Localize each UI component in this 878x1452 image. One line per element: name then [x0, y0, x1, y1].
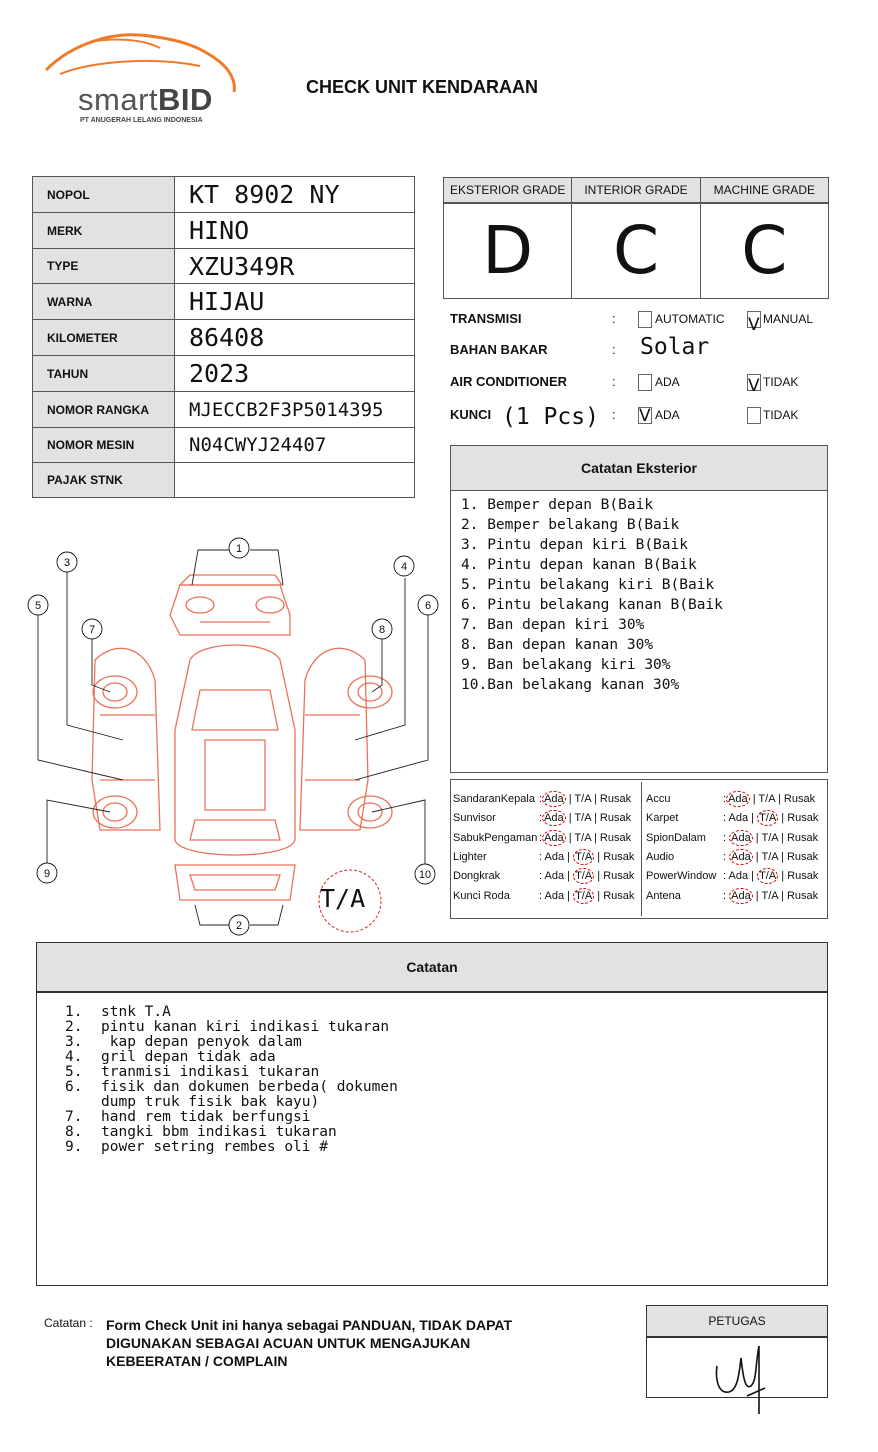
accessory-name: Karpet: [646, 812, 679, 825]
kunci-count: (1 Pcs): [502, 404, 599, 430]
accessory-option[interactable]: Ada: [731, 850, 751, 863]
accessory-option[interactable]: Ada: [728, 812, 749, 825]
bahan-bakar-label: BAHAN BAKAR: [450, 342, 548, 357]
catatan-panel: [36, 942, 828, 1286]
accessory-option[interactable]: Rusak: [599, 831, 632, 844]
accessory-row-right: [453, 867, 827, 886]
catatan-item: 2. pintu kanan kiri indikasi tukaran: [65, 1019, 390, 1035]
callout-8: 8: [378, 624, 386, 636]
check-mark: V: [639, 406, 651, 426]
option-kunci-ada: ADA: [655, 408, 680, 422]
info-value-pajak: [175, 463, 415, 498]
exterior-note-item: 8. Ban depan kanan 30%: [461, 637, 654, 653]
accessory-options: : Ada | T/A | Rusak: [539, 812, 632, 825]
accessory-option[interactable]: Ada: [731, 889, 751, 902]
accessory-name: SpionDalam: [646, 831, 706, 844]
info-value-mesin: N04CWYJ24407: [175, 428, 415, 463]
info-value-merk: HINO: [175, 213, 415, 249]
accessory-option[interactable]: T/A: [758, 793, 775, 805]
accessory-option[interactable]: T/A: [761, 850, 778, 863]
accessory-options: : Ada | T/A | Rusak: [723, 831, 819, 844]
accessory-options: : Ada | T/A | Rusak: [539, 889, 635, 902]
accessory-name: Dongkrak: [453, 870, 501, 883]
catatan-title: Catatan: [37, 943, 827, 993]
accessory-option[interactable]: T/A: [574, 831, 591, 844]
logo-company: PT ANUGERAH LELANG INDONESIA: [80, 117, 203, 124]
accessory-option[interactable]: Ada: [728, 870, 749, 883]
accessory-options: : Ada | T/A | Rusak: [723, 889, 819, 902]
accessory-name: Accu: [646, 793, 671, 805]
accessory-option[interactable]: Ada: [728, 793, 748, 805]
exterior-notes-panel: [450, 445, 828, 773]
accessory-name: PowerWindow: [646, 870, 717, 883]
accessory-option[interactable]: Rusak: [787, 870, 819, 883]
info-value-warna: HIJAU: [175, 284, 415, 320]
exterior-note-item: 5. Pintu belakang kiri B(Baik: [461, 577, 715, 593]
catatan-item: 7. hand rem tidak berfungsi: [65, 1109, 311, 1125]
exterior-notes-title: Catatan Eksterior: [451, 446, 827, 491]
grade-label: MACHINE GRADE: [701, 178, 828, 204]
ta-stamp: T/A: [320, 884, 366, 913]
colon: :: [612, 407, 616, 422]
accessory-option[interactable]: T/A: [759, 812, 777, 825]
callout-3: 3: [63, 557, 71, 569]
info-value-rangka: MJECCB2F3P5014395: [175, 392, 415, 428]
car-left-side: [92, 648, 160, 830]
exterior-note-item: 6. Pintu belakang kanan B(Baik: [461, 597, 723, 613]
check-mark: V: [748, 376, 760, 396]
accessory-option[interactable]: Rusak: [787, 812, 819, 825]
accessory-option[interactable]: Rusak: [603, 850, 635, 863]
info-label: TYPE: [33, 249, 175, 284]
accessory-option[interactable]: Rusak: [603, 870, 635, 883]
accessory-options: : Ada | T/A | Rusak: [723, 850, 819, 863]
accessory-option[interactable]: T/A: [761, 889, 778, 902]
accessory-option[interactable]: Rusak: [599, 812, 632, 825]
kunci-label: KUNCI: [450, 407, 492, 422]
accessory-row-right: [453, 829, 827, 848]
accessory-option[interactable]: Ada: [544, 850, 565, 863]
colon: :: [612, 311, 616, 326]
info-value-tahun: 2023: [175, 356, 415, 392]
callout-6: 6: [424, 600, 432, 612]
accessory-name: SabukPengaman: [453, 831, 538, 844]
callout-7: 7: [88, 624, 96, 636]
catatan-item: 8. tangki bbm indikasi tukaran: [65, 1124, 337, 1140]
checkbox-ac-ada[interactable]: [638, 374, 652, 391]
grades-panel: [443, 177, 829, 299]
info-label: NOPOL: [33, 177, 175, 213]
accessory-options: : Ada | T/A | Rusak: [539, 793, 632, 805]
info-label: PAJAK STNK: [33, 463, 175, 498]
info-value-kilometer: 86408: [175, 320, 415, 356]
checkbox-kunci-tidak[interactable]: [747, 407, 761, 424]
petugas-box: [646, 1305, 828, 1398]
callout-5: 5: [34, 600, 42, 612]
logo: [40, 26, 245, 130]
exterior-note-item: 7. Ban depan kiri 30%: [461, 617, 645, 633]
accessory-option[interactable]: T/A: [575, 850, 593, 863]
info-value-nopol: KT 8902 NY: [175, 177, 415, 213]
transmisi-label: TRANSMISI: [450, 311, 522, 326]
grade-machine: [701, 178, 828, 298]
bahan-bakar-value: Solar: [640, 334, 710, 360]
accessory-options: : Ada | T/A | Rusak: [539, 850, 635, 863]
accessory-options: : Ada | T/A | Rusak: [723, 812, 819, 825]
exterior-note-item: 9. Ban belakang kiri 30%: [461, 657, 671, 673]
grade-value: C: [612, 212, 660, 289]
option-manual: MANUAL: [763, 312, 814, 326]
accessories-panel: [450, 779, 828, 919]
footer-disclaimer: Form Check Unit ini hanya sebagai PANDUAN, TIDAK DAPAT DIGUNAKAN SEBAGAI ACUAN UNTUK MENGAJUKAN KEBEERATAN / COMPLAIN: [106, 1317, 513, 1369]
option-automatic: AUTOMATIC: [655, 312, 725, 326]
exterior-note-item: 3. Pintu depan kiri B(Baik: [461, 537, 688, 553]
info-value-type: XZU349R: [175, 249, 415, 284]
accessory-option[interactable]: T/A: [574, 812, 591, 825]
exterior-note-item: 2. Bemper belakang B(Baik: [461, 517, 680, 533]
accessory-options: : Ada | T/A | Rusak: [539, 870, 635, 883]
info-label: NOMOR RANGKA: [33, 392, 175, 428]
accessory-name: Audio: [646, 850, 675, 863]
accessory-option[interactable]: Rusak: [599, 793, 632, 805]
accessory-name: Lighter: [453, 850, 487, 863]
accessory-option[interactable]: Ada: [544, 870, 565, 883]
accessory-option[interactable]: T/A: [575, 870, 593, 883]
info-label: WARNA: [33, 284, 175, 320]
callout-10: 10: [418, 869, 432, 881]
accessory-option[interactable]: T/A: [761, 831, 778, 844]
grade-value: C: [741, 212, 788, 289]
accessory-name: Sunvisor: [453, 812, 496, 825]
option-ac-tidak: TIDAK: [763, 375, 799, 389]
accessory-option[interactable]: T/A: [574, 793, 591, 805]
accessory-option[interactable]: Ada: [544, 793, 564, 805]
info-label: TAHUN: [33, 356, 175, 392]
car-top-view: [175, 645, 295, 855]
callout-1: 1: [235, 543, 243, 555]
petugas-label: PETUGAS: [647, 1306, 827, 1338]
exterior-note-item: 10.Ban belakang kanan 30%: [461, 677, 680, 693]
accessory-option[interactable]: Rusak: [786, 831, 819, 844]
catatan-item: 6. fisik dan dokumen berbeda( dokumen dump truk fisik bak kayu): [65, 1079, 407, 1110]
grade-interior: [572, 178, 700, 298]
option-ac-ada: ADA: [655, 375, 680, 389]
accessory-row-right: [453, 809, 827, 828]
accessory-option[interactable]: Ada: [544, 889, 565, 902]
accessory-option[interactable]: Ada: [731, 831, 751, 844]
catatan-item: 1. stnk T.A: [65, 1004, 171, 1020]
callout-9: 9: [43, 868, 51, 880]
checkbox-automatic[interactable]: [638, 311, 652, 328]
catatan-item: 4. gril depan tidak ada: [65, 1049, 276, 1065]
accessory-row-right: [453, 790, 827, 809]
info-label: KILOMETER: [33, 320, 175, 356]
accessory-options: : Ada | T/A | Rusak: [539, 831, 632, 844]
accessory-options: : Ada | T/A | Rusak: [723, 870, 819, 883]
exterior-note-item: 4. Pintu depan kanan B(Baik: [461, 557, 697, 573]
logo-text-bid: BID: [158, 82, 213, 117]
accessory-row-right: [453, 848, 827, 867]
callout-2: 2: [235, 920, 243, 932]
colon: :: [612, 374, 616, 389]
accessory-option[interactable]: T/A: [575, 889, 593, 902]
page-title: CHECK UNIT KENDARAAN: [306, 77, 538, 97]
accessory-name: SandaranKepala: [453, 793, 535, 805]
catatan-item: 5. tranmisi indikasi tukaran: [65, 1064, 320, 1080]
info-label: MERK: [33, 213, 175, 249]
accessory-row-right: [453, 887, 827, 906]
accessory-option[interactable]: Rusak: [783, 793, 816, 805]
accessory-option[interactable]: Rusak: [786, 850, 819, 863]
accessory-option[interactable]: Rusak: [603, 889, 635, 902]
accessory-option[interactable]: Ada: [544, 812, 564, 825]
check-mark: V: [748, 315, 760, 335]
option-kunci-tidak: TIDAK: [763, 408, 799, 422]
accessory-option[interactable]: T/A: [759, 870, 777, 883]
grade-label: INTERIOR GRADE: [572, 178, 699, 204]
grade-exterior: [444, 178, 572, 298]
accessory-option[interactable]: Ada: [544, 831, 564, 844]
exterior-note-item: 1. Bemper depan B(Baik: [461, 497, 654, 513]
footer-label: Catatan :: [44, 1316, 93, 1330]
logo-text-smart: smart: [78, 82, 158, 117]
grade-label: EKSTERIOR GRADE: [444, 178, 571, 204]
accessory-name: Kunci Roda: [453, 889, 510, 902]
vehicle-info-table: [32, 176, 415, 498]
colon: :: [612, 342, 616, 357]
catatan-item: 9. power setring rembes oli #: [65, 1139, 328, 1155]
accessory-option[interactable]: Rusak: [786, 889, 819, 902]
car-damage-diagram: [20, 530, 445, 940]
signature: [647, 1336, 827, 1416]
catatan-item: 3. kap depan penyok dalam: [65, 1034, 302, 1050]
ac-label: AIR CONDITIONER: [450, 374, 567, 389]
accessory-name: Antena: [646, 889, 681, 902]
accessory-options: : Ada | T/A | Rusak: [723, 793, 816, 805]
grade-value: D: [482, 212, 534, 289]
info-label: NOMOR MESIN: [33, 428, 175, 463]
callout-4: 4: [400, 561, 408, 573]
